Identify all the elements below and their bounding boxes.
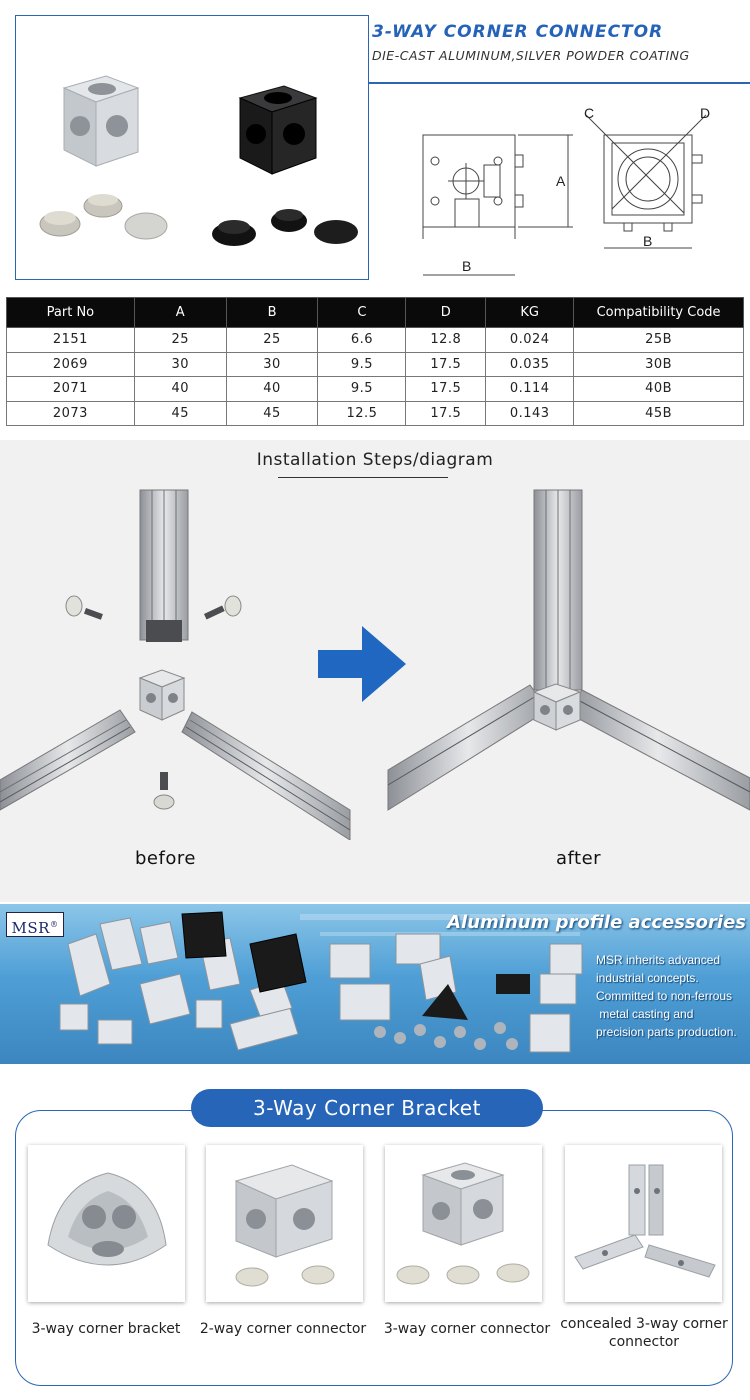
before-cube bbox=[140, 670, 184, 720]
registered-mark: ® bbox=[49, 920, 59, 929]
msr-logo bbox=[6, 912, 64, 937]
hero-product-photo bbox=[15, 15, 369, 280]
product-title: 3-WAY CORNER CONNECTOR bbox=[372, 22, 664, 42]
product-card-corner-bracket[interactable] bbox=[28, 1145, 185, 1302]
table-cell: 12.5 bbox=[318, 401, 406, 426]
table-cell: 40 bbox=[226, 377, 318, 402]
table-cell: 2073 bbox=[7, 401, 135, 426]
product-card-concealed-connector[interactable] bbox=[565, 1145, 722, 1302]
header-divider bbox=[369, 82, 750, 84]
dimension-label-b: B bbox=[462, 258, 472, 274]
table-cell: 25 bbox=[134, 328, 226, 353]
two-way-cube-icon bbox=[206, 1145, 363, 1302]
before-vertical-profile bbox=[140, 490, 188, 642]
msr-logo-text: MSR bbox=[11, 919, 50, 937]
product-subtitle: DIE-CAST ALUMINUM,SILVER POWDER COATING bbox=[372, 48, 690, 63]
table-cell: 9.5 bbox=[318, 352, 406, 377]
banner-line: Committed to non-ferrous bbox=[596, 989, 733, 1003]
table-cell: 17.5 bbox=[406, 401, 486, 426]
concealed-connector-icon bbox=[565, 1145, 722, 1302]
table-cell: 17.5 bbox=[406, 352, 486, 377]
column-header-kg: KG bbox=[486, 298, 574, 328]
after-assembly bbox=[388, 490, 750, 810]
table-cell: 0.114 bbox=[486, 377, 574, 402]
dimension-label-a: A bbox=[556, 173, 566, 189]
bracket-section-title: 3-Way Corner Bracket bbox=[191, 1089, 543, 1127]
after-label: after bbox=[556, 848, 602, 869]
product-caption: 3-way corner bracket bbox=[31, 1321, 181, 1337]
column-header-c: C bbox=[318, 298, 406, 328]
table-cell: 9.5 bbox=[318, 377, 406, 402]
column-header-compatibility-code: Compatibility Code bbox=[574, 298, 744, 328]
table-cell: 0.035 bbox=[486, 352, 574, 377]
table-cell: 25B bbox=[574, 328, 744, 353]
before-left-profile bbox=[0, 710, 135, 810]
table-cell: 0.024 bbox=[486, 328, 574, 353]
three-way-cube-icon bbox=[385, 1145, 542, 1302]
table-cell: 45 bbox=[134, 401, 226, 426]
installation-title: Installation Steps/diagram bbox=[256, 450, 494, 470]
table-cell: 2071 bbox=[7, 377, 135, 402]
installation-section bbox=[0, 440, 750, 902]
column-header-a: A bbox=[134, 298, 226, 328]
table-cell: 30 bbox=[134, 352, 226, 377]
table-cell: 25 bbox=[226, 328, 318, 353]
table-cell: 30B bbox=[574, 352, 744, 377]
table-cell: 40 bbox=[134, 377, 226, 402]
product-caption: 3-way corner connector bbox=[383, 1321, 551, 1337]
installation-diagram bbox=[0, 480, 750, 840]
column-header-d: D bbox=[406, 298, 486, 328]
connector-photo-illustration bbox=[16, 16, 369, 280]
product-card-three-way-connector[interactable] bbox=[385, 1145, 542, 1302]
table-header-row bbox=[7, 298, 744, 328]
banner-line: industrial concepts. bbox=[596, 971, 699, 985]
table-cell: 12.8 bbox=[406, 328, 486, 353]
banner-description bbox=[596, 951, 750, 1041]
arrow-right-icon bbox=[318, 626, 406, 702]
rounded-corner-bracket-icon bbox=[28, 1145, 185, 1302]
banner-line: precision parts production. bbox=[596, 1025, 737, 1039]
product-caption: 2-way corner connector bbox=[199, 1321, 367, 1337]
product-card-two-way-connector[interactable] bbox=[206, 1145, 363, 1302]
column-header-part-no: Part No bbox=[7, 298, 135, 328]
dimension-label-b-top: B bbox=[643, 233, 653, 249]
table-row bbox=[7, 377, 744, 402]
dimension-label-d: D bbox=[700, 105, 711, 121]
table-row bbox=[7, 401, 744, 426]
banner-heading: Aluminum profile accessories bbox=[447, 912, 746, 933]
dimension-label-c: C bbox=[584, 105, 595, 121]
dimension-drawing-front bbox=[418, 115, 583, 285]
product-caption: concealed 3-way corner connector bbox=[560, 1316, 728, 1350]
table-cell: 40B bbox=[574, 377, 744, 402]
table-cell: 2151 bbox=[7, 328, 135, 353]
table-cell: 2069 bbox=[7, 352, 135, 377]
installation-title-underline bbox=[278, 477, 448, 478]
table-cell: 6.6 bbox=[318, 328, 406, 353]
before-right-profile bbox=[182, 712, 350, 840]
table-row bbox=[7, 352, 744, 377]
column-header-b: B bbox=[226, 298, 318, 328]
table-cell: 30 bbox=[226, 352, 318, 377]
before-label: before bbox=[135, 848, 196, 869]
dimension-drawing-top bbox=[578, 100, 728, 260]
table-cell: 0.143 bbox=[486, 401, 574, 426]
banner-line: MSR inherits advanced bbox=[596, 953, 721, 967]
table-cell: 45B bbox=[574, 401, 744, 426]
table-row bbox=[7, 328, 744, 353]
msr-banner bbox=[0, 904, 750, 1064]
table-cell: 45 bbox=[226, 401, 318, 426]
spec-table bbox=[6, 297, 744, 426]
banner-line: metal casting and bbox=[596, 1007, 694, 1021]
table-cell: 17.5 bbox=[406, 377, 486, 402]
